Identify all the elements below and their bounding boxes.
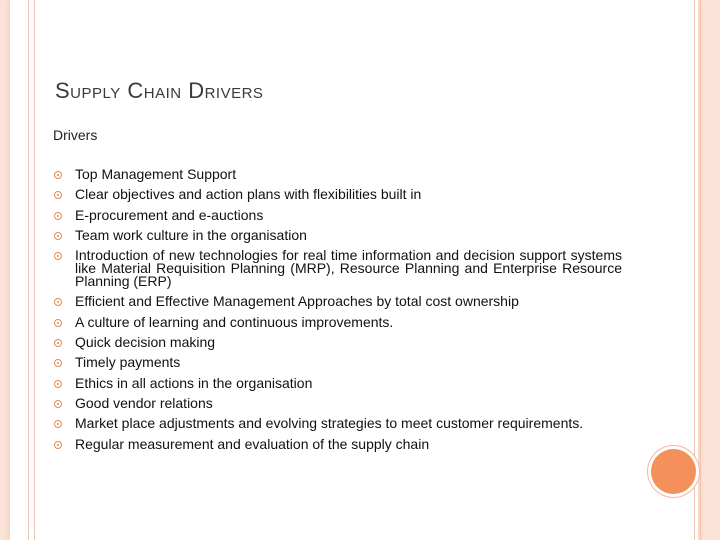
list-item-text: Ethics in all actions in the organisation	[75, 374, 313, 391]
list-item	[54, 295, 622, 308]
ring-bullet-icon	[54, 441, 62, 449]
ring-bullet-icon	[54, 212, 62, 220]
list-item	[54, 336, 622, 349]
ring-bullet-icon	[54, 191, 62, 199]
ring-bullet-icon	[54, 319, 62, 327]
list-item	[54, 188, 622, 201]
right-border-decoration	[694, 0, 701, 540]
list-item	[54, 206, 622, 223]
list-item	[54, 394, 622, 411]
list-item-text: A culture of learning and continuous improvements.	[75, 313, 394, 330]
drivers-list	[54, 168, 622, 458]
slide-title: Supply Chain Drivers	[55, 78, 264, 103]
list-item	[54, 435, 622, 452]
list-item	[54, 356, 622, 369]
list-item-text: Quick decision making	[75, 334, 216, 351]
list-item	[54, 168, 622, 181]
list-item-text: Timely payments	[75, 354, 181, 371]
list-item	[54, 374, 622, 391]
ring-bullet-icon	[54, 380, 62, 388]
list-item	[54, 226, 622, 243]
list-item-text: Efficient and Effective Management Approaches by total cost ownership	[75, 293, 519, 310]
list-item-text: Top Management Support	[75, 166, 237, 182]
ring-bullet-icon	[54, 171, 62, 179]
list-item	[54, 417, 622, 430]
list-item-text: Market place adjustments and evolving strategies to meet customer requirements.	[75, 415, 584, 432]
ring-bullet-icon	[54, 359, 62, 367]
list-item	[54, 249, 622, 288]
section-heading: Drivers	[53, 127, 98, 143]
ring-bullet-icon	[54, 232, 62, 240]
slide	[10, 0, 698, 540]
ring-bullet-icon	[54, 400, 62, 408]
ring-bullet-icon	[54, 420, 62, 428]
list-item-text: Good vendor relations	[75, 394, 213, 411]
ring-bullet-icon	[54, 339, 62, 347]
decorative-circle	[651, 449, 696, 494]
list-item-text: Introduction of new technologies for real time information and decision support systems like Material Requisition Planning (MRP), Resource Planning and Enterprise Resource Planning (ERP)	[75, 247, 622, 290]
list-item-text: E-procurement and e-auctions	[75, 206, 264, 223]
list-item-text: Clear objectives and action plans with flexibilities built in	[75, 186, 422, 203]
list-item-text: Regular measurement and evaluation of the supply chain	[75, 435, 430, 452]
list-item	[54, 313, 622, 330]
list-item-text: Team work culture in the organisation	[75, 226, 307, 243]
left-border-decoration	[28, 0, 35, 540]
ring-bullet-icon	[54, 298, 62, 306]
ring-bullet-icon	[54, 252, 62, 260]
